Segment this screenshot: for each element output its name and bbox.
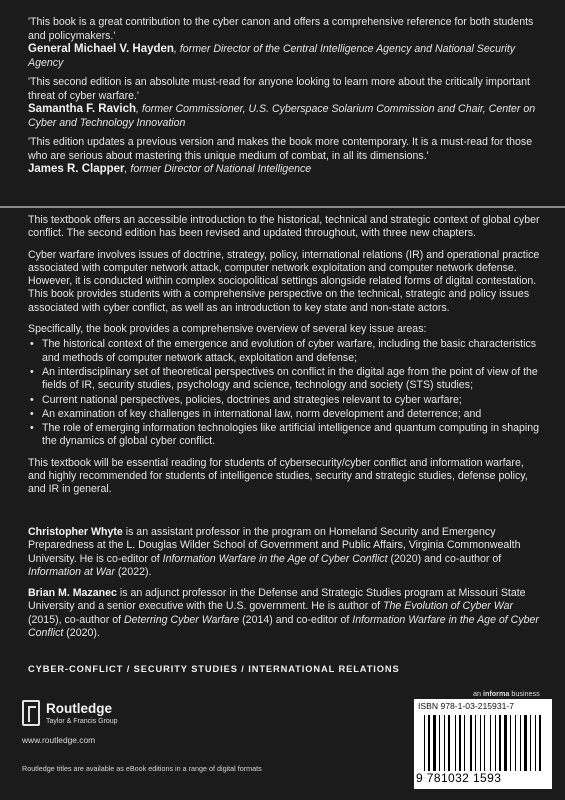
isbn-label: ISBN 978-1-03-215931-7	[418, 701, 515, 711]
barcode-stripe	[433, 715, 436, 771]
barcode-stripe	[444, 715, 445, 771]
author-name: Christopher Whyte	[28, 526, 123, 538]
barcode-stripe	[535, 715, 536, 771]
description-paragraph: Specifically, the book provides a comprehensive overview of several key issue areas:	[28, 323, 427, 336]
barcode-stripe	[495, 715, 496, 771]
book-title: The Evolution of Cyber War	[383, 600, 513, 613]
barcode-stripe	[530, 715, 531, 771]
list-item: • The historical context of the emergence and evolution of cyber warfare, including the basic characteristics and methods of computer network attack, exploitation and defense;	[42, 338, 543, 365]
barcode-bars	[424, 715, 542, 771]
barcode-stripe	[515, 715, 516, 771]
endorsement-hayden	[28, 16, 543, 70]
list-item: • An interdisciplinary set of theoretical perspectives on conflict in the digital age from the point of view of the fields of IR, security studies, psychology and science, technology and society (STS) studies;	[42, 366, 543, 393]
section-divider	[0, 206, 565, 208]
barcode-stripe	[504, 715, 507, 771]
barcode-stripe	[464, 715, 465, 771]
barcode-stripe	[484, 715, 485, 771]
list-item: • An examination of key challenges in international law, norm development and deterrence; and	[42, 408, 543, 421]
barcode-stripe	[520, 715, 521, 771]
book-title: Information at War	[28, 565, 115, 578]
endorsement-ravich	[28, 76, 543, 130]
bio-text: (2015), co-author of	[28, 613, 124, 626]
list-item: • Current national perspectives, policies, doctrines and strategies relevant to cyber warfare;	[42, 394, 543, 407]
barcode-stripe	[439, 715, 440, 771]
book-title: Information Warfare in the Age of Cyber Conflict	[162, 552, 388, 565]
routledge-logo-icon	[22, 700, 40, 726]
endorsement-quote: 'This edition updates a previous version and makes the book more contemporary. It is a must-read for those who are serious about mastering this unique medium of combat, in all its dimensions.'	[28, 136, 533, 162]
ebook-note: Routledge titles are available as eBook editions in a range of digital formats	[22, 764, 262, 773]
informa-business-label	[473, 689, 540, 698]
barcode-stripe	[424, 715, 425, 771]
endorser-name: Samantha F. Ravich	[28, 103, 137, 115]
description-paragraph: Cyber warfare involves issues of doctrine, strategy, policy, international relations (IR) and operational practice associated with computer network attack, computer network exploitation and computer network defense. However, it is conducted within complex sociopolitical settings alongside related forms of digital contestation. This book provides students with a comprehensive perspective on the technical, strategic and policy issues associated with cyber conflict, as well as an introduction to key state and non-state actors.	[28, 248, 540, 314]
endorser-name: James R. Clapper	[28, 163, 125, 175]
barcode-stripe	[539, 715, 541, 771]
endorsement-clapper	[28, 136, 543, 177]
barcode-stripe	[524, 715, 527, 771]
barcode-stripe	[459, 715, 461, 771]
author-name: Brian M. Mazanec	[28, 587, 117, 600]
barcode-stripe	[499, 715, 501, 771]
endorser-role: , former Commissioner, U.S. Cyberspace Solarium Commission and Chair, Center on Cyber and Technology Innovation	[28, 103, 536, 129]
endorser-role: , former Director of the Central Intelligence Agency and National Security Agency	[28, 43, 516, 69]
barcode-stripe	[455, 715, 456, 771]
endorsement-attribution	[28, 163, 543, 177]
endorser-role: , former Director of National Intelligence	[124, 163, 312, 175]
barcode	[414, 699, 552, 789]
bio-text: (2014) and co-editor of	[239, 613, 353, 626]
endorsement-quote: 'This second edition is an absolute must-read for anyone looking to learn more about the critically important threat of cyber warfare.'	[28, 76, 530, 102]
key-issues-list	[28, 338, 543, 448]
list-item: • The role of emerging information technologies like artificial intelligence and quantum computing in shaping the dynamics of global cyber conflict.	[42, 422, 543, 449]
informa-text: an	[473, 689, 483, 698]
barcode-stripe	[470, 715, 472, 771]
description-paragraph: This textbook will be essential reading for students of cybersecurity/cyber conflict and information warfare, and highly recommended for students of intelligence studies, security and strategic studies, defense policy, and IR in general.	[28, 456, 528, 496]
subject-categories: CYBER-CONFLICT / SECURITY STUDIES / INTERNATIONAL RELATIONS	[28, 664, 400, 674]
bio-text: (2020) and co-author of	[387, 552, 502, 565]
book-description	[28, 214, 543, 505]
author-bio-mazanec	[28, 587, 543, 640]
endorsements	[28, 16, 543, 183]
author-bios	[28, 526, 543, 648]
bio-text: is an adjunct professor in the Defense and Strategic Studies program at Missouri State University and a senior executive with the U.S. government. He is author of	[28, 587, 526, 613]
informa-text: business	[509, 689, 540, 698]
barcode-stripe	[490, 715, 491, 771]
informa-brand: informa	[483, 689, 510, 698]
endorsement-attribution	[28, 43, 543, 70]
bio-text: is an assistant professor in the program on Homeland Security and Emergency Preparedness at the L. Douglas Wilder School of Government and Public Affairs, Virginia Commonwealth University. He is co-editor of	[28, 526, 521, 565]
barcode-digits: 9 781032 1593	[416, 771, 502, 785]
barcode-stripe	[428, 715, 430, 771]
publisher-name: Routledge	[46, 701, 112, 716]
publisher-website: www.routledge.com	[22, 735, 96, 745]
publisher-group: Taylor & Francis Group	[46, 718, 118, 725]
barcode-stripe	[510, 715, 511, 771]
bio-text: (2020).	[63, 627, 100, 640]
barcode-stripe	[475, 715, 476, 771]
barcode-stripe	[448, 715, 450, 771]
description-paragraph: This textbook offers an accessible introduction to the historical, technical and strategic context of global cyber conflict. The second edition has been revised and updated throughout, with three new chapters.	[28, 214, 540, 240]
endorsement-quote: 'This book is a great contribution to the cyber canon and offers a comprehensive reference for both students and policymakers.'	[28, 16, 534, 42]
bio-text: (2022).	[114, 565, 152, 578]
endorser-name: General Michael V. Hayden	[28, 43, 174, 55]
book-title: Information Warfare in the Age of Cyber Conflict	[28, 613, 539, 640]
author-bio-whyte	[28, 526, 543, 579]
book-title: Deterring Cyber Warfare	[124, 613, 240, 626]
barcode-stripe	[480, 715, 481, 771]
endorsement-attribution	[28, 103, 543, 130]
